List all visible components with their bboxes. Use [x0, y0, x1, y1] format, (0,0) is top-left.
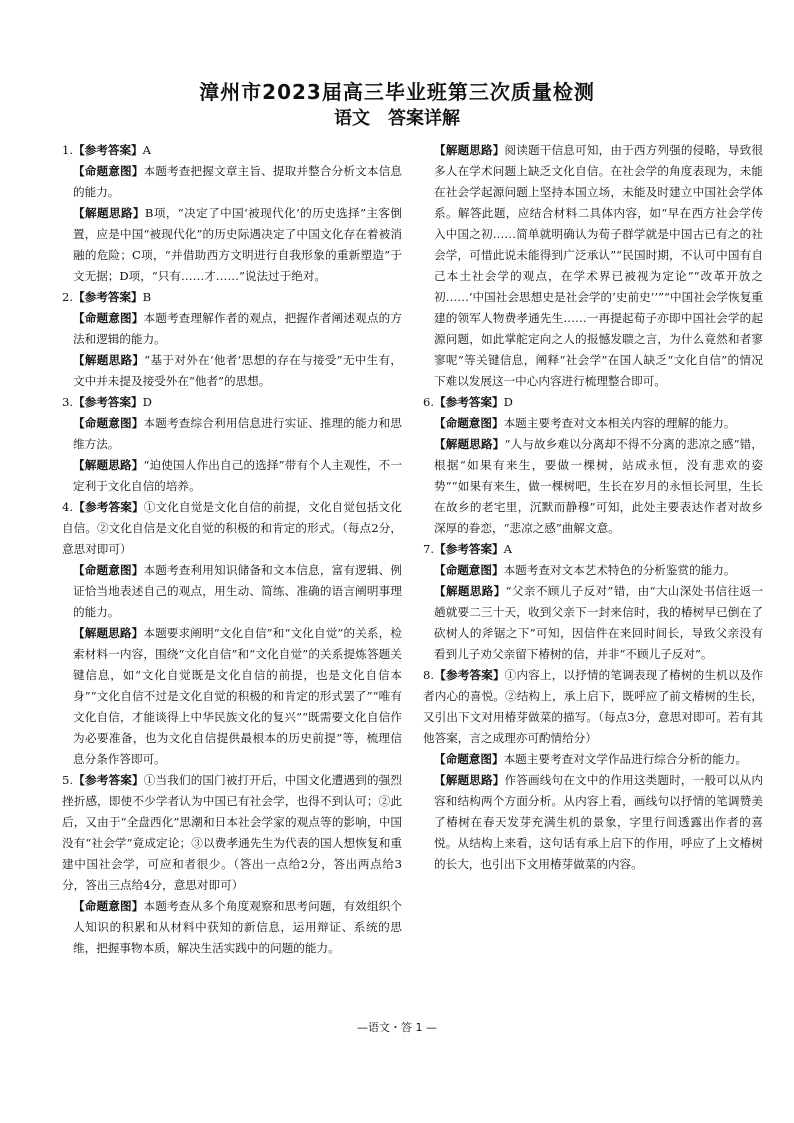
idea-text: “父亲不顾儿子反对”错，由“大山深处书信往返一趟就要二三十天，收到父亲下一封来信时，我的椿树早已倒在了砍树人的斧锯之下”可知，因信件在来回时间长，导致父亲没有看到儿子劝父亲留下椿树的信，并非“不顾儿子反对”。	[434, 584, 763, 661]
question-2	[62, 287, 402, 392]
idea-text: 阅读题干信息可知，由于西方列强的侵略，导致很多人在学术问题上缺乏文化自信。在社会学的角度表现为，未能在社会学起源问题上坚持本国立场，未能及时建立中国社会学体系。解答此题，应结合材料二具体内容，如“早在西方社会学传入中国之初……简单就明确认为荀子群学就是中国古已有之的社会学，可惜此说未能得到广泛承认”“民国时期，不认可中国有自己本土社会学的观点，在学术界已被视为定论”“改革开放之初……‘中国社会思想史是社会学的‘史前史’’”“中国社会学恢复重建的领军人物费孝通先生……一再提起荀子亦即中国社会学的起源问题，如此掌舵定向之人的报憾发聩之言，为什么竟然和者寥寥呢”等关键信息，阐释“社会学”在国人缺乏“文化自信”的情况下难以发展这一中心内容进行梳理整合即可。	[434, 143, 763, 388]
idea-tag: 【解题思路】	[73, 626, 144, 640]
intent-tag: 【命题意图】	[73, 563, 144, 577]
answer-tag: 【参考答案】	[73, 395, 143, 409]
question-5-continued	[423, 140, 763, 392]
question-5	[62, 770, 402, 959]
question-number: 4.	[62, 500, 74, 514]
question-8	[423, 665, 763, 875]
answer-tag: 【参考答案】	[73, 773, 144, 787]
answer-text: D	[142, 395, 152, 409]
question-number: 6.	[423, 395, 435, 409]
intent-tag: 【命题意图】	[73, 899, 144, 913]
intent-text: 本题考查理解作者的观点，把握作者阐述观点的方法和逻辑的能力。	[73, 311, 402, 346]
intent-text: 本题考查对文本艺术特色的分析鉴赏的能力。	[503, 563, 736, 577]
intent-text: 本题考查把握文章主旨、提取并整合分析文本信息的能力。	[73, 164, 402, 199]
question-number: 1.	[62, 143, 74, 157]
answer-text: ①当我们的国门被打开后，中国文化遭遇到的强烈挫折感，即使不少学者认为中国已有社会学，也得不到认可；②此后，又由于“全盘西化”思潮和日本社会学家的观点等的影响，中国没有“社会学”竟成定论；③以费孝通先生为代表的国人想恢复和重建中国社会学，可应和者很少。（答出一点给2分，答出两点给3分，答出三点给4分，意思对即可）	[62, 773, 402, 892]
question-6	[423, 392, 763, 539]
idea-text: “基于对外在‘他者’思想的存在与接受”无中生有，文中并未提及接受外在“他者”的思想。	[73, 353, 402, 388]
idea-text: 作答画线句在文中的作用这类题时，一般可以从内容和结构两个方面分析。从内容上看，画线句以抒情的笔调赞美了椿树在春天发芽充满生机的景象，字里行间透露出作者的喜悦。从结构上来看，这句话有承上启下的作用，呼应了上文椿树的长大，也引出下文用椿芽做菜的内容。	[434, 773, 763, 871]
question-1	[62, 140, 402, 287]
intent-text: 本题考查综合利用信息进行实证、推理的能力和思维方法。	[73, 416, 402, 451]
question-7	[423, 539, 763, 665]
answer-text: B	[142, 290, 152, 304]
page-title: 漳州市2023届高三毕业班第三次质量检测	[199, 80, 595, 104]
idea-text: “人与故乡难以分离却不得不分离的悲凉之感”错，根据“如果有来生，要做一棵树，站成永恒，没有悲欢的姿势”“如果有来生，做一棵树吧，生长在岁月的永恒长河里，生长在故乡的老宅里，沉默而静穆”可知，此处主要表达作者对故乡深厚的眷恋，“悲凉之感”曲解文意。	[434, 437, 763, 535]
intent-tag: 【命题意图】	[434, 416, 504, 430]
intent-text: 本题考查从多个角度观察和思考问题，有效组织个人知识的积累和从材料中获知的新信息，运用辩证、系统的思维，把握事物本质，解决生活实践中的问题的能力。	[73, 899, 402, 955]
intent-text: 本题考查利用知识储备和文本信息，富有逻辑、例证恰当地表述自己的观点，用生动、简练、准确的语言阐明事理的能力。	[73, 563, 402, 619]
answer-text: D	[503, 395, 513, 409]
intent-tag: 【命题意图】	[434, 563, 504, 577]
right-column	[423, 140, 763, 875]
answer-tag: 【参考答案】	[73, 143, 143, 157]
intent-tag: 【命题意图】	[434, 752, 504, 766]
page-footer: —语文・答 1 —	[357, 1021, 437, 1034]
question-3	[62, 392, 402, 497]
idea-tag: 【解题思路】	[434, 143, 505, 157]
idea-tag: 【解题思路】	[73, 353, 145, 367]
answer-tag: 【参考答案】	[434, 668, 505, 682]
idea-tag: 【解题思路】	[434, 584, 506, 598]
question-4	[62, 497, 402, 770]
idea-text: B项，“决定了中国‘被现代化’的历史选择”主客倒置，应是中国“被现代化”的历史际遇决定了中国文化存在着被消融的危险；C项，“并借助西方文明进行自我形象的重新塑造”于文无据；D项，“只有……才……”说法过于绝对。	[73, 206, 402, 283]
idea-text: 本题要求阐明“文化自信”和“文化自觉”的关系，检索材料一内容，围绕“文化自信”和“文化自觉”的关系提炼答题关键信息，如“文化自觉既是文化自信的前提，也是文化自信本身”“文化自信不过是文化自觉的积极的和肯定的形式罢了”“唯有文化自信，才能谈得上中华民族文化的复兴”“既需要文化自信作为必要准备，也为文化自信提供最根本的历史前提”等，梳理信息分条作答即可。	[73, 626, 402, 766]
idea-tag: 【解题思路】	[73, 206, 145, 220]
idea-text: “迫使国人作出自己的选择”带有个人主观性，不一定利于文化自信的培养。	[73, 458, 402, 493]
question-number: 8.	[423, 668, 435, 682]
question-number: 7.	[423, 542, 435, 556]
intent-tag: 【命题意图】	[73, 416, 144, 430]
answer-tag: 【参考答案】	[434, 542, 504, 556]
answer-tag: 【参考答案】	[73, 500, 144, 514]
question-number: 2.	[62, 290, 74, 304]
idea-tag: 【解题思路】	[434, 437, 505, 451]
answer-text: A	[503, 542, 513, 556]
question-number: 5.	[62, 773, 74, 787]
idea-tag: 【解题思路】	[434, 773, 505, 787]
intent-tag: 【命题意图】	[73, 311, 144, 325]
answer-text: A	[142, 143, 152, 157]
answer-text: ①文化自觉是文化自信的前提，文化自觉包括文化自信。②文化自信是文化自觉的积极的和肯定的形式。（每点2分，意思对即可）	[62, 500, 402, 556]
intent-tag: 【命题意图】	[73, 164, 144, 178]
question-number: 3.	[62, 395, 74, 409]
answer-text: ①内容上，以抒情的笔调表现了椿树的生机以及作者内心的喜悦。②结构上，承上启下，既呼应了前文椿树的生长，又引出下文对用椿芽做菜的描写。（每点3分，意思对即可。若有其他答案，言之成理亦可酌情给分）	[423, 668, 763, 745]
answer-tag: 【参考答案】	[434, 395, 504, 409]
intent-text: 本题主要考查对文本相关内容的理解的能力。	[503, 416, 736, 430]
intent-text: 本题主要考查对文学作品进行综合分析的能力。	[503, 752, 748, 766]
page-subtitle: 语文 答案详解	[334, 108, 460, 129]
left-column	[62, 140, 402, 959]
answer-tag: 【参考答案】	[73, 290, 143, 304]
idea-tag: 【解题思路】	[73, 458, 144, 472]
